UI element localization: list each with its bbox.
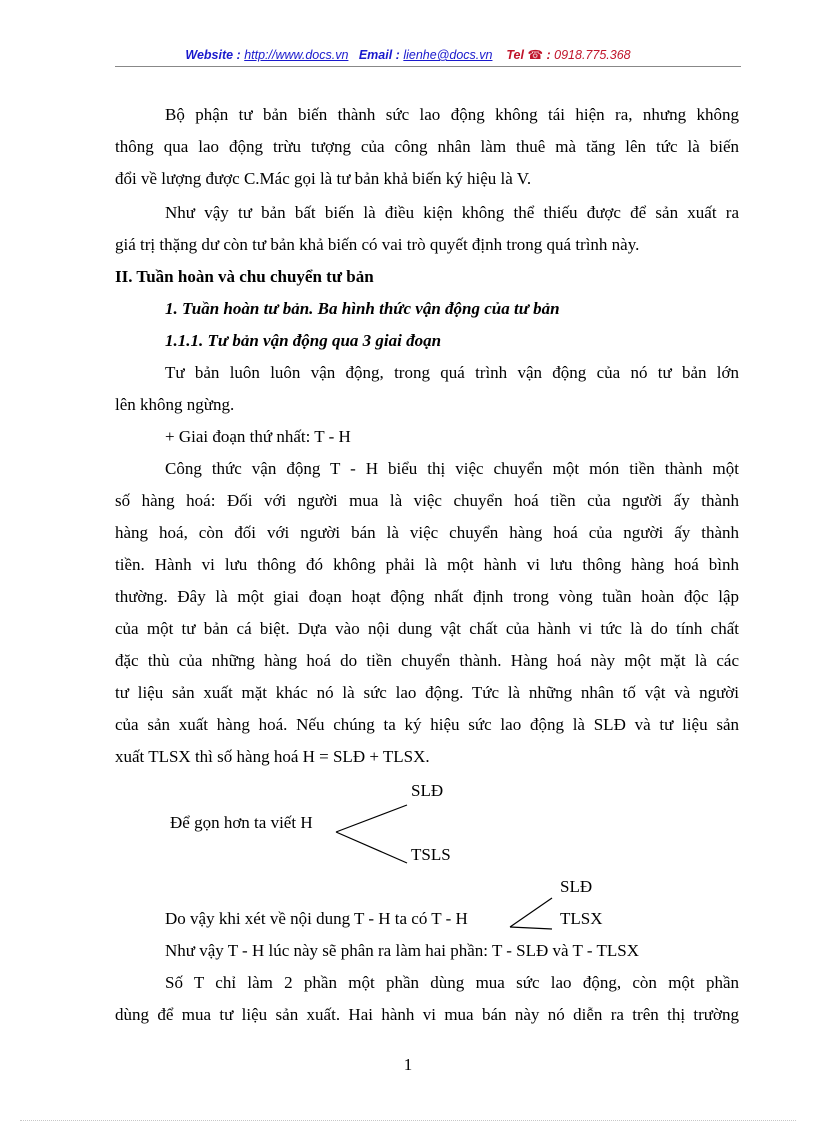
- branch-line: [336, 832, 407, 863]
- paragraph-line: Bộ phận tư bản biến thành sức lao động không tái hiện ra, nhưng không: [165, 105, 739, 124]
- tel-label: Tel ☎ :: [506, 48, 551, 62]
- paragraph-line: xuất TLSX thì số hàng hoá H = SLĐ + TLSX.: [115, 747, 430, 766]
- paragraph-line: Số T chỉ làm 2 phần một phần dùng mua sức lao động, còn một phần: [165, 973, 739, 992]
- paragraph-line: hàng hoá, còn đối với người bán là việc chuyển hàng hoá của người ấy thành: [115, 523, 739, 542]
- email-link[interactable]: lienhe@docs.vn: [403, 48, 493, 62]
- paragraph-line: Như vậy T - H lúc này sẽ phân ra làm hai phần: T - SLĐ và T - TLSX: [165, 941, 639, 960]
- paragraph-line: đặc thù của những hàng hoá do tiền chuyển thành. Hàng hoá này một mặt là các: [115, 651, 739, 670]
- subsubsection-heading: 1.1.1. Tư bản vận động qua 3 giai đoạn: [165, 331, 442, 350]
- branch-line: [510, 927, 552, 929]
- branch-line: [336, 805, 407, 832]
- section-heading: II. Tuần hoàn và chu chuyển tư bản: [115, 267, 374, 286]
- page-number: 1: [403, 1055, 413, 1074]
- website-link[interactable]: http://www.docs.vn: [244, 48, 349, 62]
- branch-line: [510, 898, 552, 927]
- paragraph-line: tư liệu sản xuất mặt khác nó là sức lao động. Tức là những nhân tố vật và người: [115, 683, 739, 702]
- paragraph-line: đổi về lượng được C.Mác gọi là tư bản khả biến ký hiệu là V.: [115, 169, 532, 188]
- paragraph-line: lên không ngừng.: [115, 395, 235, 414]
- paragraph-line: thường. Đây là một giai đoạn hoạt động nhất định trong vòng tuần hoàn độc lập: [115, 587, 739, 606]
- subsection-heading: 1. Tuần hoàn tư bản. Ba hình thức vận động của tư bản: [165, 299, 560, 318]
- paragraph-line: Công thức vận động T - H biểu thị việc chuyển một món tiền thành một: [165, 459, 739, 478]
- email-label: Email :: [358, 48, 400, 62]
- paragraph-line: tiền. Hành vi lưu thông đó không phải là một hành vi lưu thông hàng hoá bình: [115, 555, 739, 574]
- branch-top-label: SLĐ: [560, 877, 593, 896]
- paragraph-line: của một tư bản cá biệt. Dựa vào nội dung vật chất của hành vi tức là do tính chất: [115, 619, 739, 638]
- branch-top-label: SLĐ: [411, 781, 444, 800]
- branch-lead-text: Để gọn hơn ta viết H: [170, 813, 313, 832]
- paragraph-line: thông qua lao động trừu tượng của công nhân làm thuê mà tăng lên tức là biến: [115, 137, 739, 156]
- paragraph-line: của sản xuất hàng hoá. Nếu chúng ta ký hiệu sức lao động là SLĐ và tư liệu sản: [115, 715, 739, 734]
- paragraph-line: dùng để mua tư liệu sản xuất. Hai hành vi mua bán này nó diễn ra trên thị trường: [115, 1005, 739, 1024]
- paragraph-line: Tư bản luôn luôn vận động, trong quá trình vận động của nó tư bản lớn: [165, 363, 739, 382]
- paragraph-line: Như vậy tư bản bất biến là điều kiện không thể thiếu được để sản xuất ra: [165, 203, 739, 222]
- branch-lead-text: Do vậy khi xét về nội dung T - H ta có T - H: [165, 909, 468, 928]
- paragraph-line: + Giai đoạn thứ nhất: T - H: [165, 427, 351, 446]
- branch-bottom-label: TSLS: [411, 845, 451, 864]
- page-bottom-border: [20, 1120, 796, 1121]
- paragraph-line: số hàng hoá: Đối với người mua là việc chuyển hoá tiền của người ấy thành: [115, 491, 739, 510]
- tel-number: 0918.775.368: [554, 48, 631, 62]
- website-label: Website :: [185, 48, 241, 62]
- branch-bottom-label: TLSX: [560, 909, 603, 928]
- paragraph-line: giá trị thặng dư còn tư bản khả biến có vai trò quyết định trong quá trình này.: [115, 235, 640, 254]
